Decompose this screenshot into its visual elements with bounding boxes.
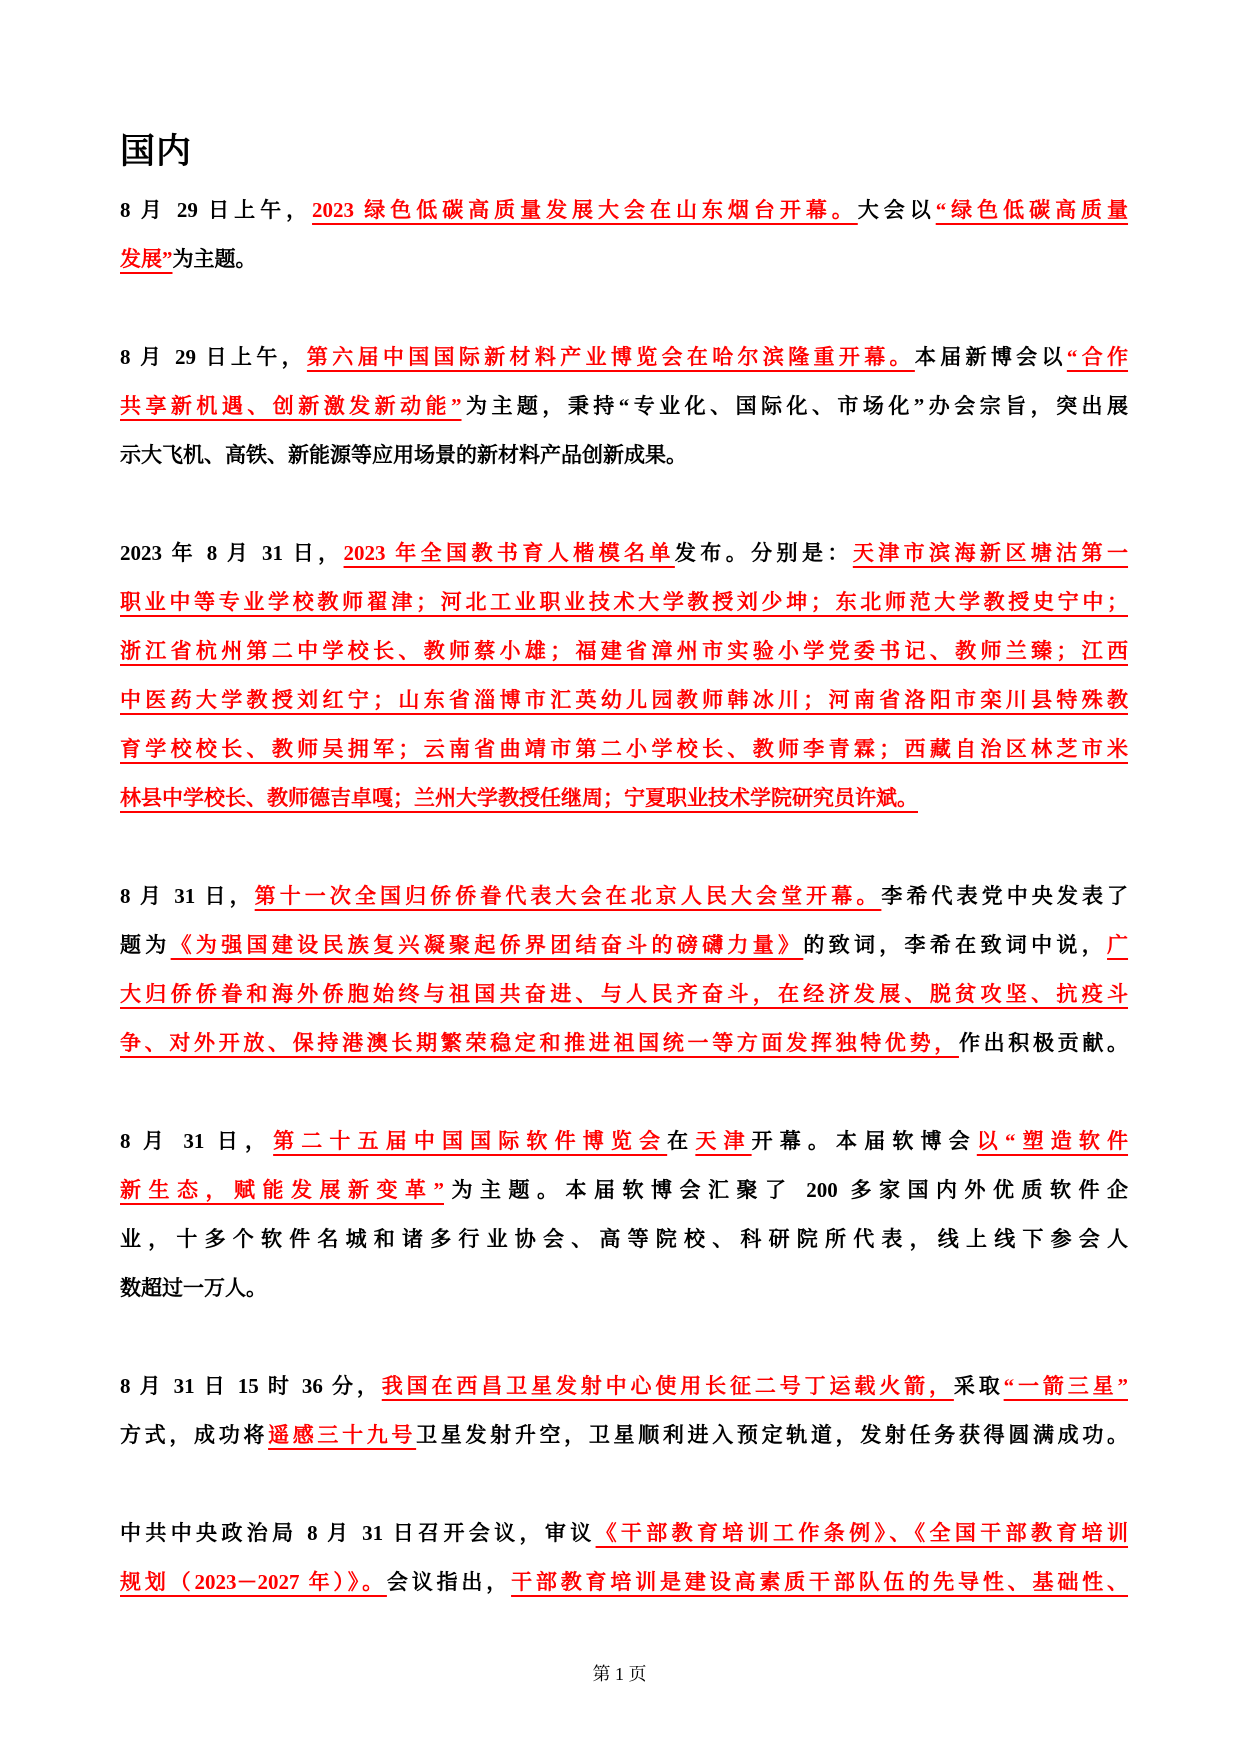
text-line — [120, 1411, 1128, 1460]
text-line — [120, 529, 1128, 578]
text-line — [120, 1117, 1128, 1166]
text-line — [120, 676, 1128, 725]
body-text: 8 月 29 日上午， — [120, 198, 313, 222]
highlighted-link-text[interactable]: 我国在西昌卫星发射中心使用长征二号丁运载火箭， — [381, 1374, 954, 1398]
body-text: 为主题。本届软博会汇聚了 200 多家国内外优质软件企 — [444, 1178, 1128, 1202]
body-text: 会议指出， — [386, 1570, 512, 1594]
highlighted-link-text[interactable]: 干部教育培训是建设高素质干部队伍的先导性、基础性、 — [511, 1570, 1129, 1594]
body-text: 数超过一万人。 — [120, 1276, 267, 1300]
highlighted-link-text[interactable]: “绿色低碳高质量 — [935, 198, 1129, 222]
highlighted-link-text[interactable]: 第六届中国国际新材料产业博览会在哈尔滨隆重开幕。 — [306, 345, 915, 369]
body-text: 8 月 31 日， — [120, 884, 255, 908]
text-line — [120, 1019, 1128, 1068]
body-text: 为主题，秉持“专业化、国际化、市场化”办会宗旨，突出展 — [461, 394, 1129, 418]
body-text: 作出积极贡献。 — [958, 1031, 1129, 1055]
text-line — [120, 382, 1128, 431]
text-line — [120, 1509, 1128, 1558]
body-text: 为主题。 — [172, 247, 257, 271]
highlighted-link-text[interactable]: 第二十五届中国国际软件博览会 — [273, 1129, 668, 1153]
page-number: 第 1 页 — [592, 1664, 647, 1684]
news-paragraph — [120, 872, 1128, 1068]
highlighted-link-text[interactable]: 大归侨侨眷和海外侨胞始终与祖国共奋进、与人民齐奋斗，在经济发展、脱贫攻坚、抗疫斗 — [120, 982, 1128, 1006]
highlighted-link-text[interactable]: 天津 — [695, 1129, 752, 1153]
text-line — [120, 333, 1128, 382]
text-line — [120, 627, 1128, 676]
highlighted-link-text[interactable]: “一箭三星” — [1003, 1374, 1128, 1398]
text-line — [120, 1166, 1128, 1215]
highlighted-link-text[interactable]: 争、对外开放、保持港澳长期繁荣稳定和推进祖国统一等方面发挥独特优势， — [120, 1031, 959, 1055]
highlighted-link-text[interactable]: 共享新机遇、创新激发新动能” — [120, 394, 462, 418]
news-paragraph — [120, 186, 1128, 284]
body-text: 采取 — [953, 1374, 1004, 1398]
highlighted-link-text[interactable]: 新生态，赋能发展新变革” — [120, 1178, 444, 1202]
body-text: 大会以 — [857, 198, 936, 222]
body-text: 8 月 29 日上午， — [120, 345, 307, 369]
highlighted-link-text[interactable]: 遥感三十九号 — [268, 1423, 417, 1447]
news-paragraph — [120, 333, 1128, 480]
text-line — [120, 774, 1128, 823]
document-body — [120, 186, 1128, 1656]
section-heading: 国内 — [120, 132, 193, 171]
text-line — [120, 235, 1128, 284]
highlighted-link-text[interactable]: 林县中学校长、教师德吉卓嘎；兰州大学教授任继周；宁夏职业技术学院研究员许斌。 — [120, 786, 918, 810]
text-line — [120, 921, 1128, 970]
news-paragraph — [120, 1117, 1128, 1313]
body-text: 业，十多个软件名城和诸多行业协会、高等院校、科研院所代表，线上线下参会人 — [120, 1227, 1128, 1251]
highlighted-link-text[interactable]: “合作 — [1066, 345, 1129, 369]
body-text: 卫星发射升空，卫星顺利进入预定轨道，发射任务获得圆满成功。 — [416, 1423, 1129, 1447]
highlighted-link-text[interactable]: 2023 绿色低碳高质量发展大会在山东烟台开幕。 — [312, 198, 858, 222]
highlighted-link-text[interactable]: 浙江省杭州第二中学校长、教师蔡小雄；福建省漳州市实验小学党委书记、教师兰臻；江西 — [120, 639, 1128, 663]
text-line — [120, 725, 1128, 774]
body-text: 8 月 31 日， — [120, 1129, 274, 1153]
highlighted-link-text[interactable]: 《干部教育培训工作条例》、《全国干部教育培训 — [595, 1521, 1129, 1545]
body-text: 的致词，李希在致词中说， — [803, 933, 1108, 957]
text-line — [120, 1558, 1128, 1607]
body-text: 本届新博会以 — [914, 345, 1067, 369]
text-line — [120, 1215, 1128, 1264]
text-line — [120, 1264, 1128, 1313]
text-line — [120, 872, 1128, 921]
highlighted-link-text[interactable]: 中医药大学教授刘红宁；山东省淄博市汇英幼儿园教师韩冰川；河南省洛阳市栾川县特殊教 — [120, 688, 1128, 712]
highlighted-link-text[interactable]: 广 — [1107, 933, 1129, 957]
body-text: 在 — [667, 1129, 696, 1153]
highlighted-link-text[interactable]: 发展” — [120, 247, 173, 271]
news-paragraph — [120, 1509, 1128, 1607]
text-line — [120, 578, 1128, 627]
body-text: 示大飞机、高铁、新能源等应用场景的新材料产品创新成果。 — [120, 443, 687, 467]
body-text: 开幕。本届软博会 — [751, 1129, 977, 1153]
text-line — [120, 186, 1128, 235]
highlighted-link-text[interactable]: 第十一次全国归侨侨眷代表大会在北京人民大会堂开幕。 — [254, 884, 882, 908]
body-text: 8 月 31 日 15 时 36 分， — [120, 1374, 382, 1398]
highlighted-link-text[interactable]: 以“塑造软件 — [976, 1129, 1129, 1153]
body-text: 题为 — [120, 933, 171, 957]
text-line — [120, 970, 1128, 1019]
highlighted-link-text[interactable]: 规划（2023－2027 年）》。 — [120, 1570, 387, 1594]
text-line — [120, 1362, 1128, 1411]
highlighted-link-text[interactable]: 育学校校长、教师吴拥军；云南省曲靖市第二小学校长、教师李青霖；西藏自治区林芝市米 — [120, 737, 1128, 761]
body-text: 发布。分别是： — [674, 541, 853, 565]
highlighted-link-text[interactable]: 《为强国建设民族复兴凝聚起侨界团结奋斗的磅礴力量》 — [170, 933, 804, 957]
news-paragraph — [120, 529, 1128, 823]
highlighted-link-text[interactable]: 天津市滨海新区塘沽第一 — [852, 541, 1129, 565]
body-text: 李希代表党中央发表了 — [881, 884, 1129, 908]
highlighted-link-text[interactable]: 职业中等专业学校教师翟津；河北工业职业技术大学教授刘少坤；东北师范大学教授史宁中； — [120, 590, 1128, 614]
highlighted-link-text[interactable]: 2023 年全国教书育人楷模名单 — [343, 541, 675, 565]
body-text: 方式，成功将 — [120, 1423, 269, 1447]
news-paragraph — [120, 1362, 1128, 1460]
text-line — [120, 431, 1128, 480]
body-text: 中共中央政治局 8 月 31 日召开会议，审议 — [120, 1521, 596, 1545]
body-text: 2023 年 8 月 31 日， — [120, 541, 344, 565]
